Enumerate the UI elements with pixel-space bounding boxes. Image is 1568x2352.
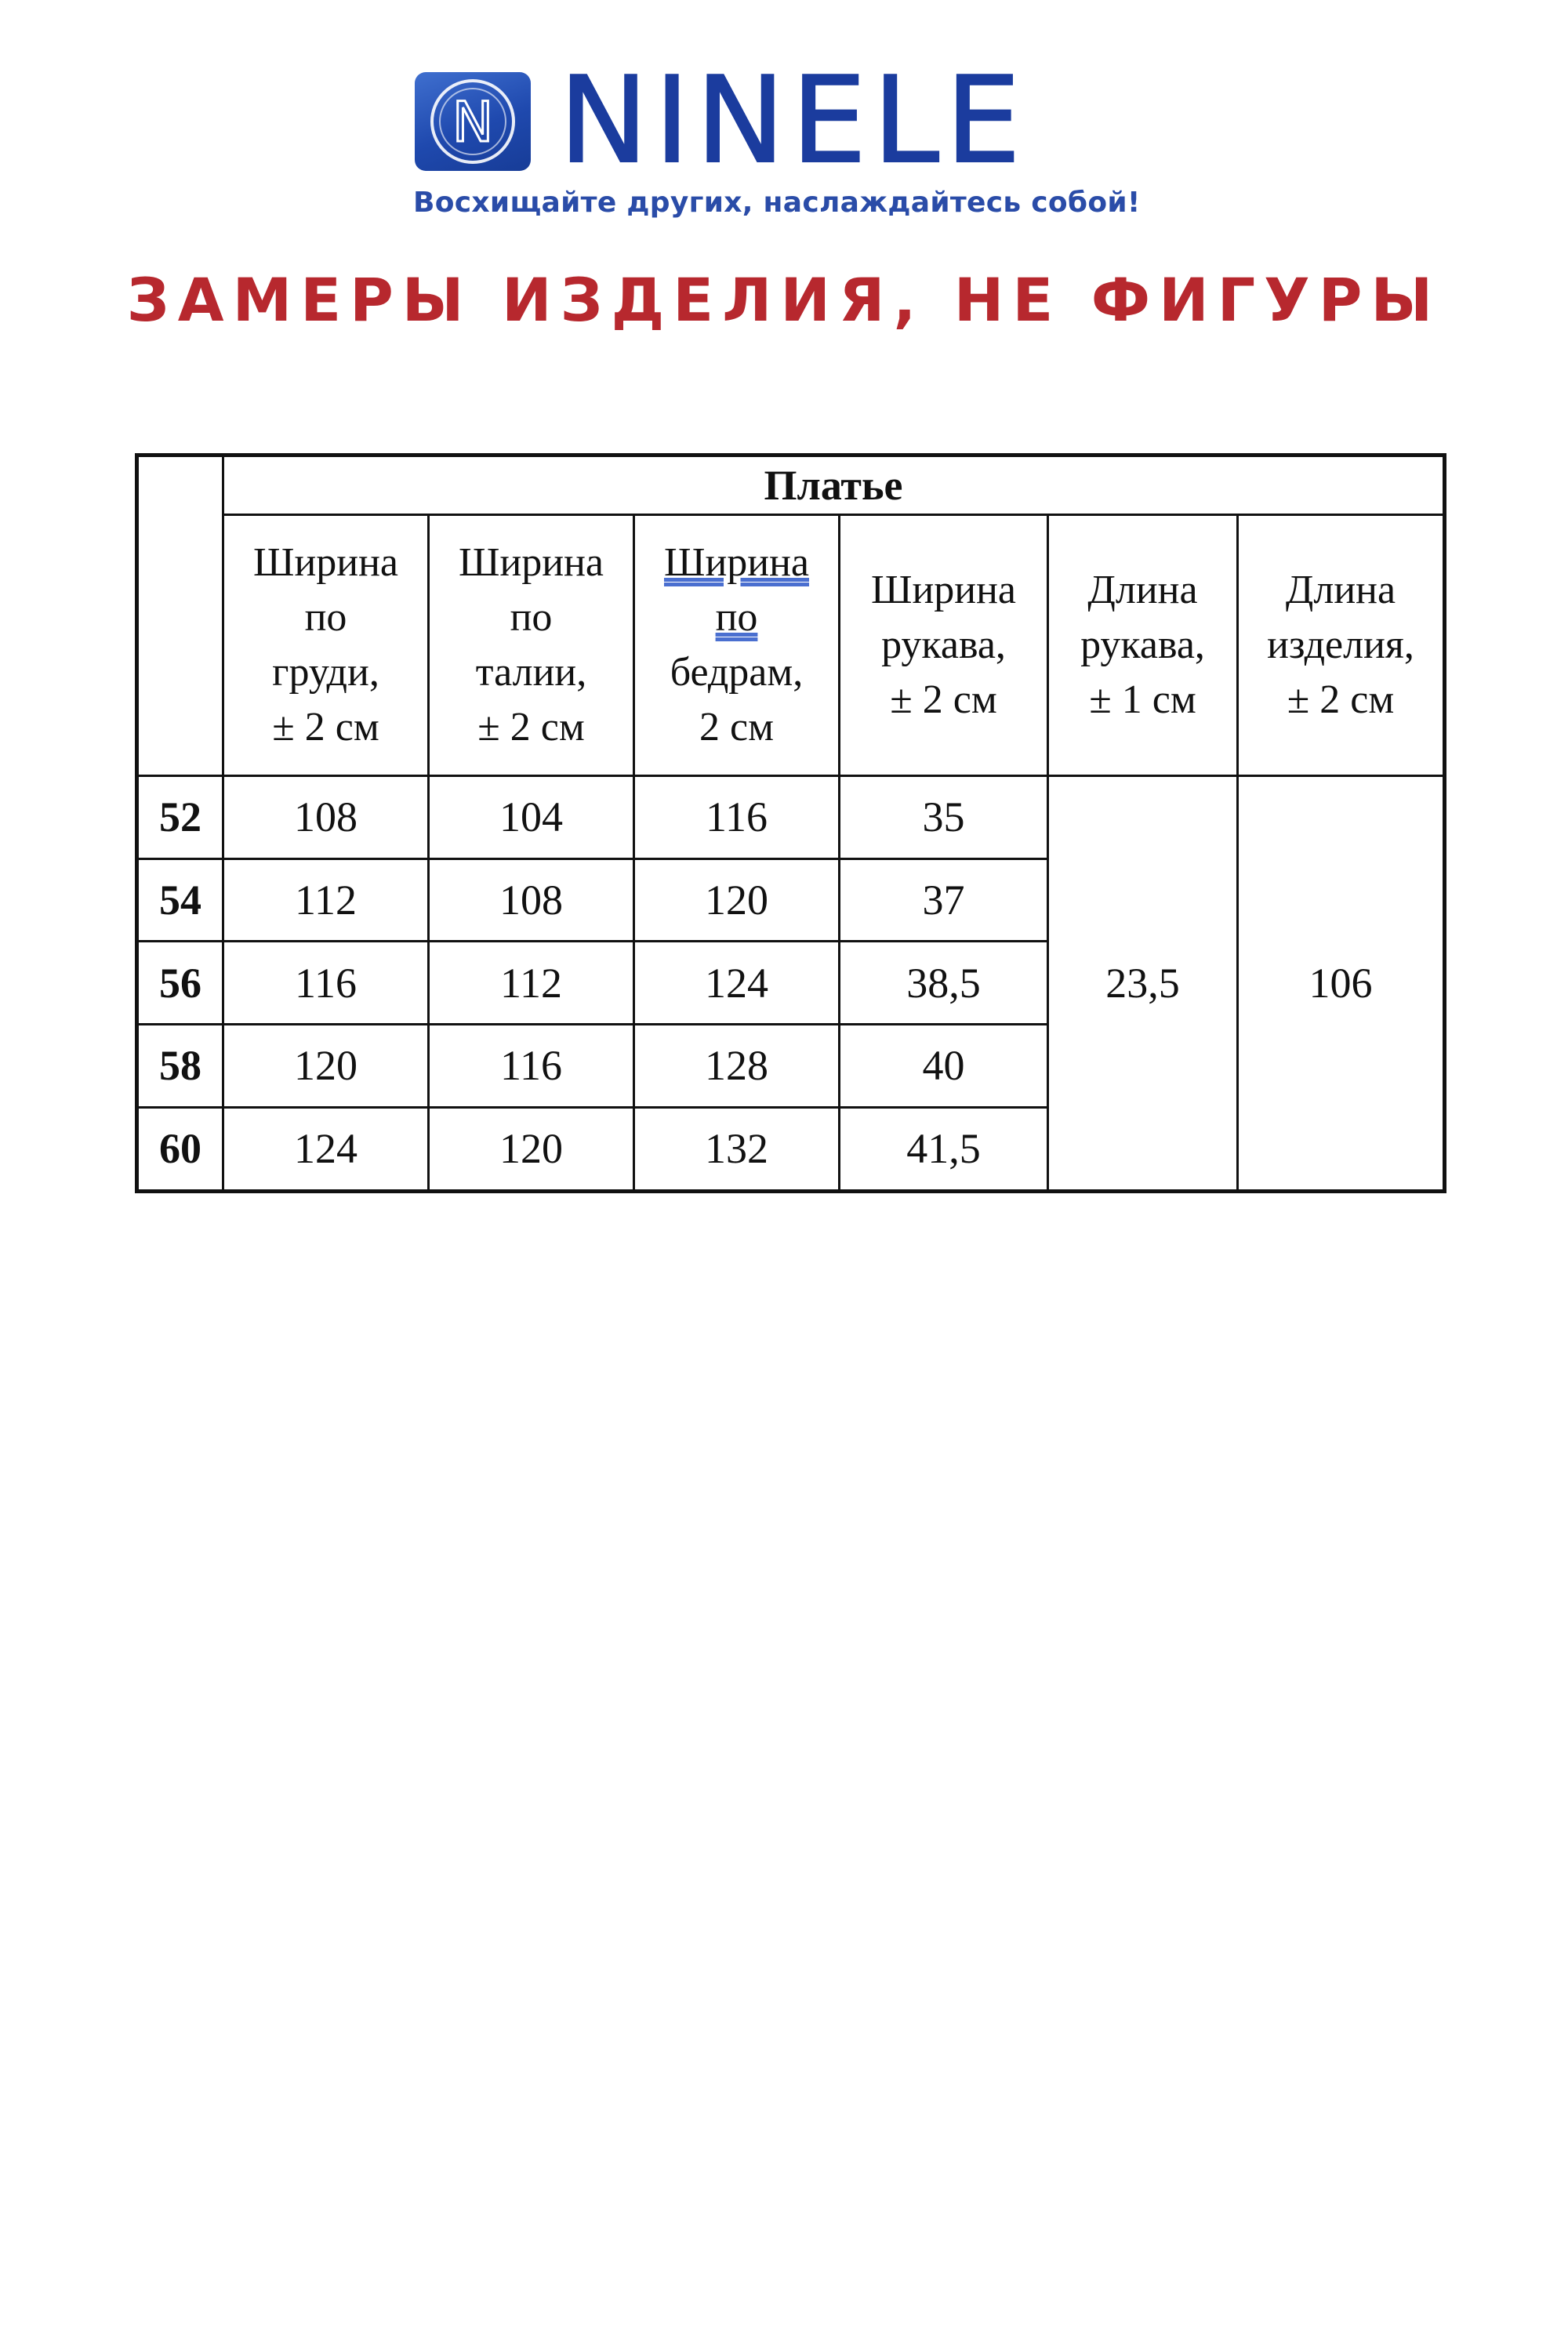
sleeve-width-cell: 38,5 — [840, 942, 1048, 1025]
garment-name: Платье — [223, 456, 1445, 515]
chest-cell: 116 — [223, 942, 429, 1025]
col-header-waist: Ширина по талии, ± 2 см — [429, 515, 634, 776]
chest-cell: 112 — [223, 858, 429, 942]
chest-cell: 124 — [223, 1107, 429, 1191]
size-chart-table — [135, 453, 1446, 1193]
waist-cell: 116 — [429, 1025, 634, 1108]
size-cell: 58 — [137, 1025, 223, 1108]
brand-logo — [410, 51, 1163, 229]
logo-badge — [415, 72, 531, 171]
waist-cell: 108 — [429, 858, 634, 942]
garment-length-cell: 106 — [1238, 776, 1445, 1192]
size-header-cell — [137, 456, 223, 776]
logo-wordmark: NINELE — [559, 51, 1027, 190]
chest-cell: 120 — [223, 1025, 429, 1108]
hips-cell: 120 — [634, 858, 840, 942]
hips-cell: 132 — [634, 1107, 840, 1191]
page-title: ЗАМЕРЫ ИЗДЕЛИЯ, НЕ ФИГУРЫ — [126, 265, 1442, 335]
col-header-garment-length: Длина изделия, ± 2 см — [1238, 515, 1445, 776]
chest-cell: 108 — [223, 776, 429, 859]
sleeve-length-cell: 23,5 — [1048, 776, 1238, 1192]
sleeve-width-cell: 35 — [840, 776, 1048, 859]
logo-n-emblem-icon — [415, 72, 531, 171]
size-cell: 52 — [137, 776, 223, 859]
garment-header-row — [137, 456, 1445, 515]
waist-cell: 120 — [429, 1107, 634, 1191]
hips-cell: 128 — [634, 1025, 840, 1108]
hips-cell: 124 — [634, 942, 840, 1025]
size-cell: 54 — [137, 858, 223, 942]
hips-cell: 116 — [634, 776, 840, 859]
size-cell: 60 — [137, 1107, 223, 1191]
col-header-hips: Ширина по бедрам, 2 см — [634, 515, 840, 776]
sleeve-width-cell: 37 — [840, 858, 1048, 942]
sleeve-width-cell: 40 — [840, 1025, 1048, 1108]
size-cell: 56 — [137, 942, 223, 1025]
col-header-chest: Ширина по груди, ± 2 см — [223, 515, 429, 776]
waist-cell: 112 — [429, 942, 634, 1025]
sleeve-width-cell: 41,5 — [840, 1107, 1048, 1191]
col-header-sleeve-width: Ширина рукава, ± 2 см — [840, 515, 1048, 776]
logo-badge-letter: N — [452, 90, 494, 154]
waist-cell: 104 — [429, 776, 634, 859]
table-row — [137, 776, 1445, 859]
col-header-sleeve-length: Длина рукава, ± 1 см — [1048, 515, 1238, 776]
column-header-row — [137, 515, 1445, 776]
brand-slogan: Восхищайте других, наслаждайтесь собой! — [413, 187, 1141, 219]
